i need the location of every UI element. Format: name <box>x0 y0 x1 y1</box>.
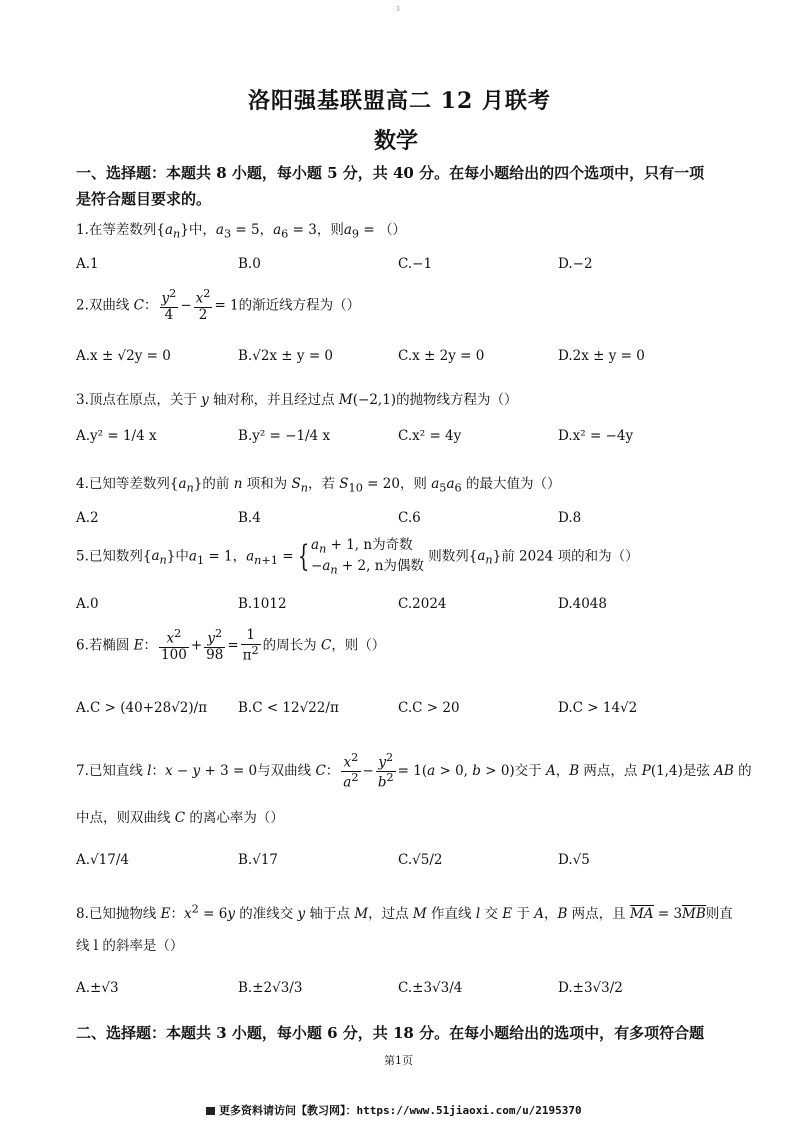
section1-heading-line1: 一、选择题：本题共 8 小题，每小题 5 分，共 40 分。在每小题给出的四个选项中，只有一项 <box>76 164 705 182</box>
q2-option-b: B.√2x ± y = 0 <box>238 348 334 364</box>
q4-option-c: C.6 <box>398 510 421 526</box>
question-6: 6.若椭圆 E： $\frac{x^2}{100}$ + $\frac{y^2}{98}$ = $\frac{1}{\pi^2}$ 的周长为 C，则（） <box>76 627 386 664</box>
q7-option-c: C.√5/2 <box>398 852 443 868</box>
question-7-line2: 中点，则双曲线 C 的离心率为（） <box>76 810 284 826</box>
q7-option-a: A.√17/4 <box>76 852 129 868</box>
top-mark: 3 <box>396 6 400 13</box>
question-1: 1.在等差数列$\{a_n\}$中，$a_3 = 5$，$a_6 = 3$，则$a_9$ = （） <box>76 222 406 241</box>
q5-option-c: C.2024 <box>398 596 447 612</box>
q2-option-c: C.x ± 2y = 0 <box>398 348 485 364</box>
q5-option-b: B.1012 <box>238 596 287 612</box>
q1-option-d: D.−2 <box>558 256 593 272</box>
q3-option-c: C.x² = 4y <box>398 428 462 444</box>
q4-option-a: A.2 <box>76 510 99 526</box>
q7-option-b: B.√17 <box>238 852 278 868</box>
question-8-line2: 线 l 的斜率是（） <box>76 938 184 954</box>
q3-option-a: A.y² = 1/4 x <box>76 428 157 444</box>
question-8: 8.已知抛物线 E：$x^2 = 6y$ 的准线交 y 轴于点 M，过点 M 作直线 l 交 E 于 A，B 两点，且 MA = 3MB则直 <box>76 902 733 922</box>
section1-heading-line2: 是符合题目要求的。 <box>76 190 212 208</box>
q1-option-a: A.1 <box>76 256 99 272</box>
question-4: 4.已知等差数列$\{a_n\}$的前 n 项和为 $S_n$，若 $S_{10} = 20$，则 $a_5a_6$ 的最大值为（） <box>76 476 561 495</box>
flag-icon <box>206 1107 215 1115</box>
q5-option-a: A.0 <box>76 596 99 612</box>
q8-option-a: A.±√3 <box>76 980 119 996</box>
q6-option-c: C.C > 20 <box>398 700 460 716</box>
q1-option-b: B.0 <box>238 256 261 272</box>
q8-option-b: B.±2√3/3 <box>238 980 303 996</box>
q6-option-d: D.C > 14√2 <box>558 700 638 716</box>
q7-option-d: D.√5 <box>558 852 590 868</box>
q3-option-b: B.y² = −1/4 x <box>238 428 331 444</box>
question-3: 3.顶点在原点，关于 y 轴对称，并且经过点 M(−2,1)的抛物线方程为（） <box>76 392 518 408</box>
q8-option-c: C.±3√3/4 <box>398 980 463 996</box>
q4-option-d: D.8 <box>558 510 582 526</box>
q1-option-c: C.−1 <box>398 256 433 272</box>
q6-option-b: B.C < 12√22/π <box>238 700 339 716</box>
section2-heading: 二、选择题：本题共 3 小题，每小题 6 分，共 18 分。在每小题给出的选项中，有多项符合题 <box>76 1024 705 1042</box>
q3-option-d: D.x² = −4y <box>558 428 634 444</box>
question-5: 5.已知数列$\{a_n\}$中$a_1 = 1$，$a_{n+1}$ = { $a_n + 1$, n为奇数 $-a_n + 2$, n为偶数 则数列$\{a_n\}$前 2024 项的和为（） <box>76 537 639 577</box>
q8-option-d: D.±3√3/2 <box>558 980 623 996</box>
q4-option-b: B.4 <box>238 510 261 526</box>
footer-link[interactable]: 更多资料请访问【教习网】：https://www.51jiaoxi.com/u/2195370 <box>206 1102 582 1118</box>
page-title: 洛阳强基联盟高二 12 月联考 <box>248 88 551 114</box>
q2-option-a: A.x ± √2y = 0 <box>76 348 171 364</box>
q6-option-a: A.C > (40+28√2)/π <box>76 700 208 716</box>
q2-option-d: D.2x ± y = 0 <box>558 348 645 364</box>
page-number: 第1页 <box>384 1054 413 1067</box>
question-7: 7.已知直线 l：x − y + 3 = 0与双曲线 C： $\frac{x^2}{a^2}$ − $\frac{y^2}{b^2}$ = 1(a > 0, b > 0)交于 A，B 两点，点 P(1,4)是弦 AB 的 <box>76 751 752 791</box>
q5-option-d: D.4048 <box>558 596 607 612</box>
subject-title: 数学 <box>374 128 419 154</box>
question-2: 2.双曲线 C： $\frac{y^2}{4}$ − $\frac{x^2}{2}$ = 1的渐近线方程为（） <box>76 287 361 324</box>
